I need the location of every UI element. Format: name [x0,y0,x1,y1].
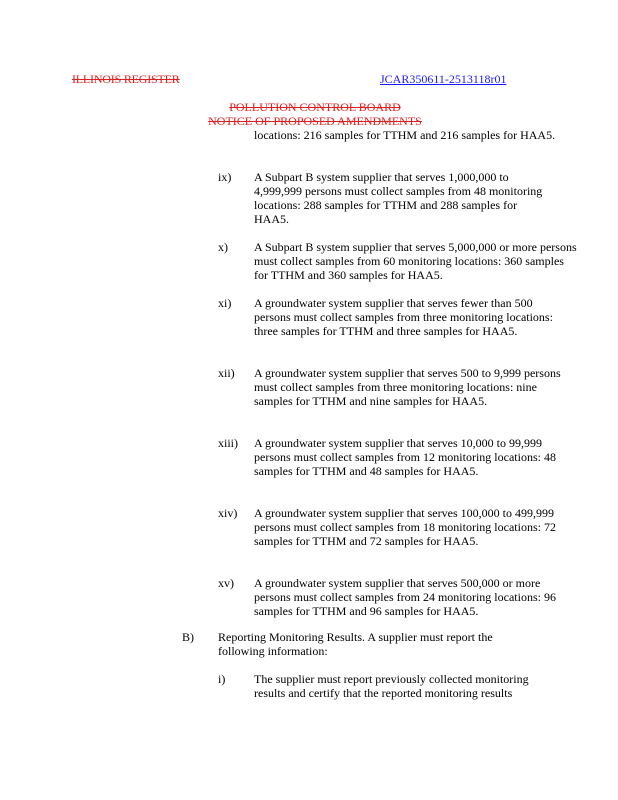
item-text: A groundwater system supplier that serves 500 to 9,999 persons must collect samples from three monitoring locations: nine samples for TTHM and nine samples for HAA5. [254,366,561,408]
item-number: i) [218,672,226,686]
item-number: xiii) [218,436,238,450]
continuation-text: locations: 216 samples for TTHM and 216 samples for HAA5. [254,128,556,142]
item-number: xiv) [218,506,238,520]
item-text: A groundwater system supplier that serves 500,000 or more persons must collect samples from 24 monitoring locations: 96 samples for TTHM and 96 samples for HAA5. [254,576,556,618]
item-number: ix) [218,170,232,184]
item-text: A Subpart B system supplier that serves 5,000,000 or more persons must collect samples from 60 monitoring locations: 360 samples for TTHM and 360 samples for HAA5. [254,240,577,282]
item-number: x) [218,240,228,254]
item-text: A Subpart B system supplier that serves 1,000,000 to 4,999,999 persons must collect samples from 48 monitoring locations: 288 samples for TTHM and 288 samples for HAA5. [254,170,543,226]
register-title: ILLINOIS REGISTER [72,72,180,86]
section-number: B) [182,630,194,644]
board-title: POLLUTION CONTROL BOARD [229,100,401,114]
notice-title: NOTICE OF PROPOSED AMENDMENTS [208,114,422,128]
item-text: A groundwater system supplier that serves fewer than 500 persons must collect samples from three monitoring locations: three samples for TTHM and three samples for HAA5. [254,296,553,338]
section-text: Reporting Monitoring Results. A supplier must report the following information: [218,630,493,658]
document-code: JCAR350611-2513118r01 [380,72,507,86]
item-text: The supplier must report previously collected monitoring results and certify that the reported monitoring results [254,672,529,700]
item-text: A groundwater system supplier that serves 100,000 to 499,999 persons must collect samples from 18 monitoring locations: 72 samples for TTHM and 72 samples for HAA5. [254,506,556,548]
item-number: xi) [218,296,232,310]
item-number: xv) [218,576,234,590]
item-number: xii) [218,366,235,380]
item-text: A groundwater system supplier that serves 10,000 to 99,999 persons must collect samples from 12 monitoring locations: 48 samples for TTHM and 48 samples for HAA5. [254,436,556,478]
